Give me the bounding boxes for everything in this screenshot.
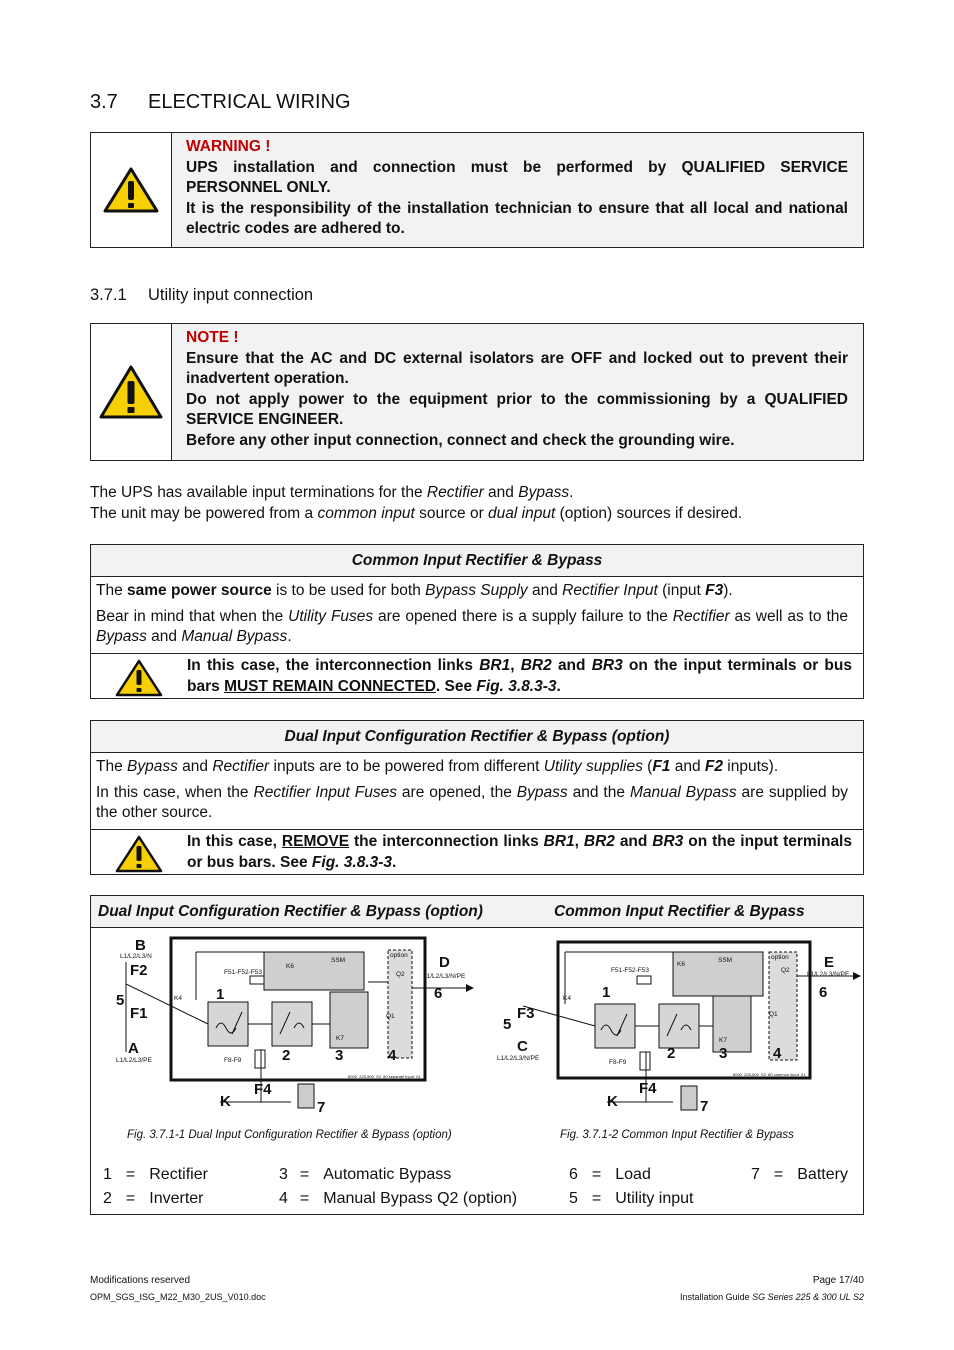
intro-paragraph: [90, 482, 742, 524]
diagram-label: A: [128, 1040, 139, 1057]
legend-item: 5 = Utility input: [569, 1190, 694, 1207]
diagram-small-label: SSM: [331, 957, 346, 964]
diagram-small-label: option: [390, 952, 408, 959]
diagram-label: D: [439, 954, 450, 971]
warning-triangle-icon: [98, 364, 164, 420]
diagram-label: 6: [434, 985, 443, 1002]
diagram-small-label: K7: [336, 1035, 344, 1042]
diagram-label: E: [824, 954, 835, 971]
diagram-small-label: K6: [286, 963, 294, 970]
diagram-label: 2: [667, 1045, 676, 1062]
diagram-label: K: [607, 1093, 618, 1110]
diagram-label: 5: [116, 992, 125, 1009]
table-warning-row: [91, 830, 863, 877]
diagram-small-label: Q2: [396, 971, 405, 978]
diagram-label: 5: [503, 1016, 512, 1033]
figure-box: [90, 895, 864, 1215]
footer-left-2: OPM_SGS_ISG_M22_M30_2US_V010.doc: [90, 1292, 266, 1302]
warning-text: [172, 133, 863, 247]
warning-heading: WARNING !: [186, 138, 271, 155]
note-icon-cell: [91, 324, 172, 460]
subsection-title: [90, 286, 313, 305]
table-header: Dual Input Configuration Rectifier & Bypass (option): [91, 721, 863, 753]
diagram-label: 6: [819, 984, 828, 1001]
table-warning-row: [91, 654, 863, 701]
diagram-label: F3: [517, 1005, 535, 1022]
legend-item: 7 = Battery: [751, 1166, 848, 1183]
warning-line: UPS installation and connection must be performed by QUALIFIED SERVICE PERSONNEL ONLY.: [186, 158, 848, 197]
diagram-label: F2: [130, 962, 148, 979]
table-header: Common Input Rectifier & Bypass: [91, 545, 863, 577]
diagram-small-label: F8-F9: [224, 1057, 242, 1064]
legend-item: 1 = Rectifier: [103, 1166, 208, 1183]
figure-header: [91, 896, 863, 928]
table-warning-text: In this case, the interconnection links BR1, BR2 and BR3 on the input terminals or bus bars MUST REMAIN CONNECTED. See Fig. 3.8.3-3.: [187, 657, 852, 695]
diagram-small-label: L1/L2/L3/N: [120, 953, 152, 960]
diagram-label: F4: [639, 1080, 657, 1097]
footer-right-1: Page 17/40: [812, 1275, 864, 1286]
diagram-label: F4: [254, 1081, 272, 1098]
diagram-small-label: F51-F52-F53: [224, 969, 262, 976]
common-input-table: [90, 544, 864, 699]
diagram-small-label: K4: [563, 995, 571, 1002]
note-line: Ensure that the AC and DC external isolators are OFF and locked out to prevent their inadvertent operation.: [186, 349, 848, 388]
diagram-label: 1: [602, 984, 611, 1001]
diagram-label: 3: [719, 1045, 728, 1062]
note-line: Before any other input connection, connect and check the grounding wire.: [186, 431, 735, 449]
diagram-label: C: [517, 1038, 528, 1055]
diagram-label: K: [220, 1093, 231, 1110]
common-input-diagram: [497, 936, 863, 1126]
table-body: [91, 577, 863, 654]
dual-input-table: [90, 720, 864, 875]
warning-line: It is the responsibility of the installation technician to ensure that all local and national electric codes are adhered to.: [186, 199, 848, 238]
diagram-small-label: K7: [719, 1037, 727, 1044]
diagram-small-label: 6000_225-500_S2_80 common input_01: [733, 1072, 806, 1077]
diagram-small-label: SSM: [718, 957, 733, 964]
diagram-small-label: L1/L2/L3/N/PE: [423, 973, 466, 980]
dual-input-diagram: [116, 932, 496, 1122]
diagram-label: 3: [335, 1047, 344, 1064]
figure-caption-left: Fig. 3.7.1-1 Dual Input Configuration Rectifier & Bypass (option): [127, 1129, 452, 1141]
warning-triangle-icon: [114, 658, 164, 698]
diagram-label: 7: [700, 1098, 709, 1115]
diagram-small-label: K6: [677, 961, 685, 968]
table-body: [91, 753, 863, 830]
diagram-small-label: Q2: [781, 967, 790, 974]
legend-item: 2 = Inverter: [103, 1190, 204, 1207]
diagram-small-label: K4: [174, 995, 182, 1002]
diagram-label: 4: [388, 1047, 397, 1064]
diagram-small-label: L1/L2/L3/N/PE: [807, 971, 850, 978]
warning-box: [90, 132, 864, 248]
table-paragraph: Bear in mind that when the Utility Fuses are opened there is a supply failure to the Rectifier as well as to the Bypass and Manual Bypass.: [96, 608, 848, 645]
diagram-label: F1: [130, 1005, 148, 1022]
footer-left-1: Modifications reserved: [90, 1275, 191, 1286]
subsection-title-text: Utility input connection: [148, 286, 314, 304]
section-title-text: ELECTRICAL WIRING: [148, 91, 351, 113]
diagram-small-label: L1/L2/L3/PE: [116, 1057, 152, 1064]
figure-header-left: Dual Input Configuration Rectifier & Bypass (option): [98, 903, 483, 920]
warning-triangle-icon: [114, 834, 164, 874]
diagram-label: B: [135, 937, 146, 954]
diagram-label: 4: [773, 1045, 782, 1062]
intro-line-1: The UPS has available input terminations for the Rectifier and Bypass.: [90, 484, 574, 501]
legend-item: 6 = Load: [569, 1166, 651, 1183]
intro-line-2: The unit may be powered from a common input source or dual input (option) sources if desired.: [90, 505, 743, 522]
table-warning-text: In this case, REMOVE the interconnection links BR1, BR2 and BR3 on the input terminals or bus bars. See Fig. 3.8.3-3.: [187, 833, 852, 871]
note-text: [172, 324, 863, 460]
section-title: [90, 91, 351, 114]
diagram-label: 7: [317, 1099, 326, 1116]
table-paragraph: The Bypass and Rectifier inputs are to be powered from different Utility supplies (F1 and F2 inputs).: [96, 758, 779, 775]
footer-right-2: Installation Guide SG Series 225 & 300 UL S2: [680, 1292, 864, 1302]
diagram-small-label: F51-F52-F53: [611, 967, 649, 974]
subsection-number: 3.7.1: [90, 286, 127, 304]
legend-item: 3 = Automatic Bypass: [279, 1166, 452, 1183]
diagram-small-label: 6000_225-500_S2_80 separate input_01: [348, 1074, 421, 1079]
table-paragraph: The same power source is to be used for both Bypass Supply and Rectifier Input (input F3).: [96, 582, 733, 599]
diagram-small-label: F8-F9: [609, 1059, 627, 1066]
legend-item: 4 = Manual Bypass Q2 (option): [279, 1190, 518, 1207]
table-paragraph: In this case, when the Rectifier Input Fuses are opened, the Bypass and the Manual Bypass are supplied by the other source.: [96, 784, 848, 821]
diagram-small-label: L1/L2/L3/N/PE: [497, 1055, 540, 1062]
figure-caption-right: Fig. 3.7.1-2 Common Input Rectifier & Bypass: [560, 1129, 794, 1141]
diagram-small-label: option: [771, 954, 789, 961]
diagram-label: 2: [282, 1047, 291, 1064]
diagram-label: 1: [216, 986, 225, 1003]
section-number: 3.7: [90, 91, 118, 113]
warning-icon-cell: [91, 654, 187, 701]
figure-header-right: Common Input Rectifier & Bypass: [554, 903, 805, 920]
note-line: Do not apply power to the equipment prior to the commissioning by a QUALIFIED SERVICE ENGINEER.: [186, 390, 848, 429]
note-box: [90, 323, 864, 461]
diagram-small-label: Q1: [386, 1013, 395, 1020]
warning-icon-cell: [91, 133, 172, 247]
warning-icon-cell: [91, 830, 187, 877]
note-heading: NOTE !: [186, 329, 239, 346]
warning-triangle-icon: [102, 166, 160, 214]
diagram-small-label: Q1: [769, 1011, 778, 1018]
